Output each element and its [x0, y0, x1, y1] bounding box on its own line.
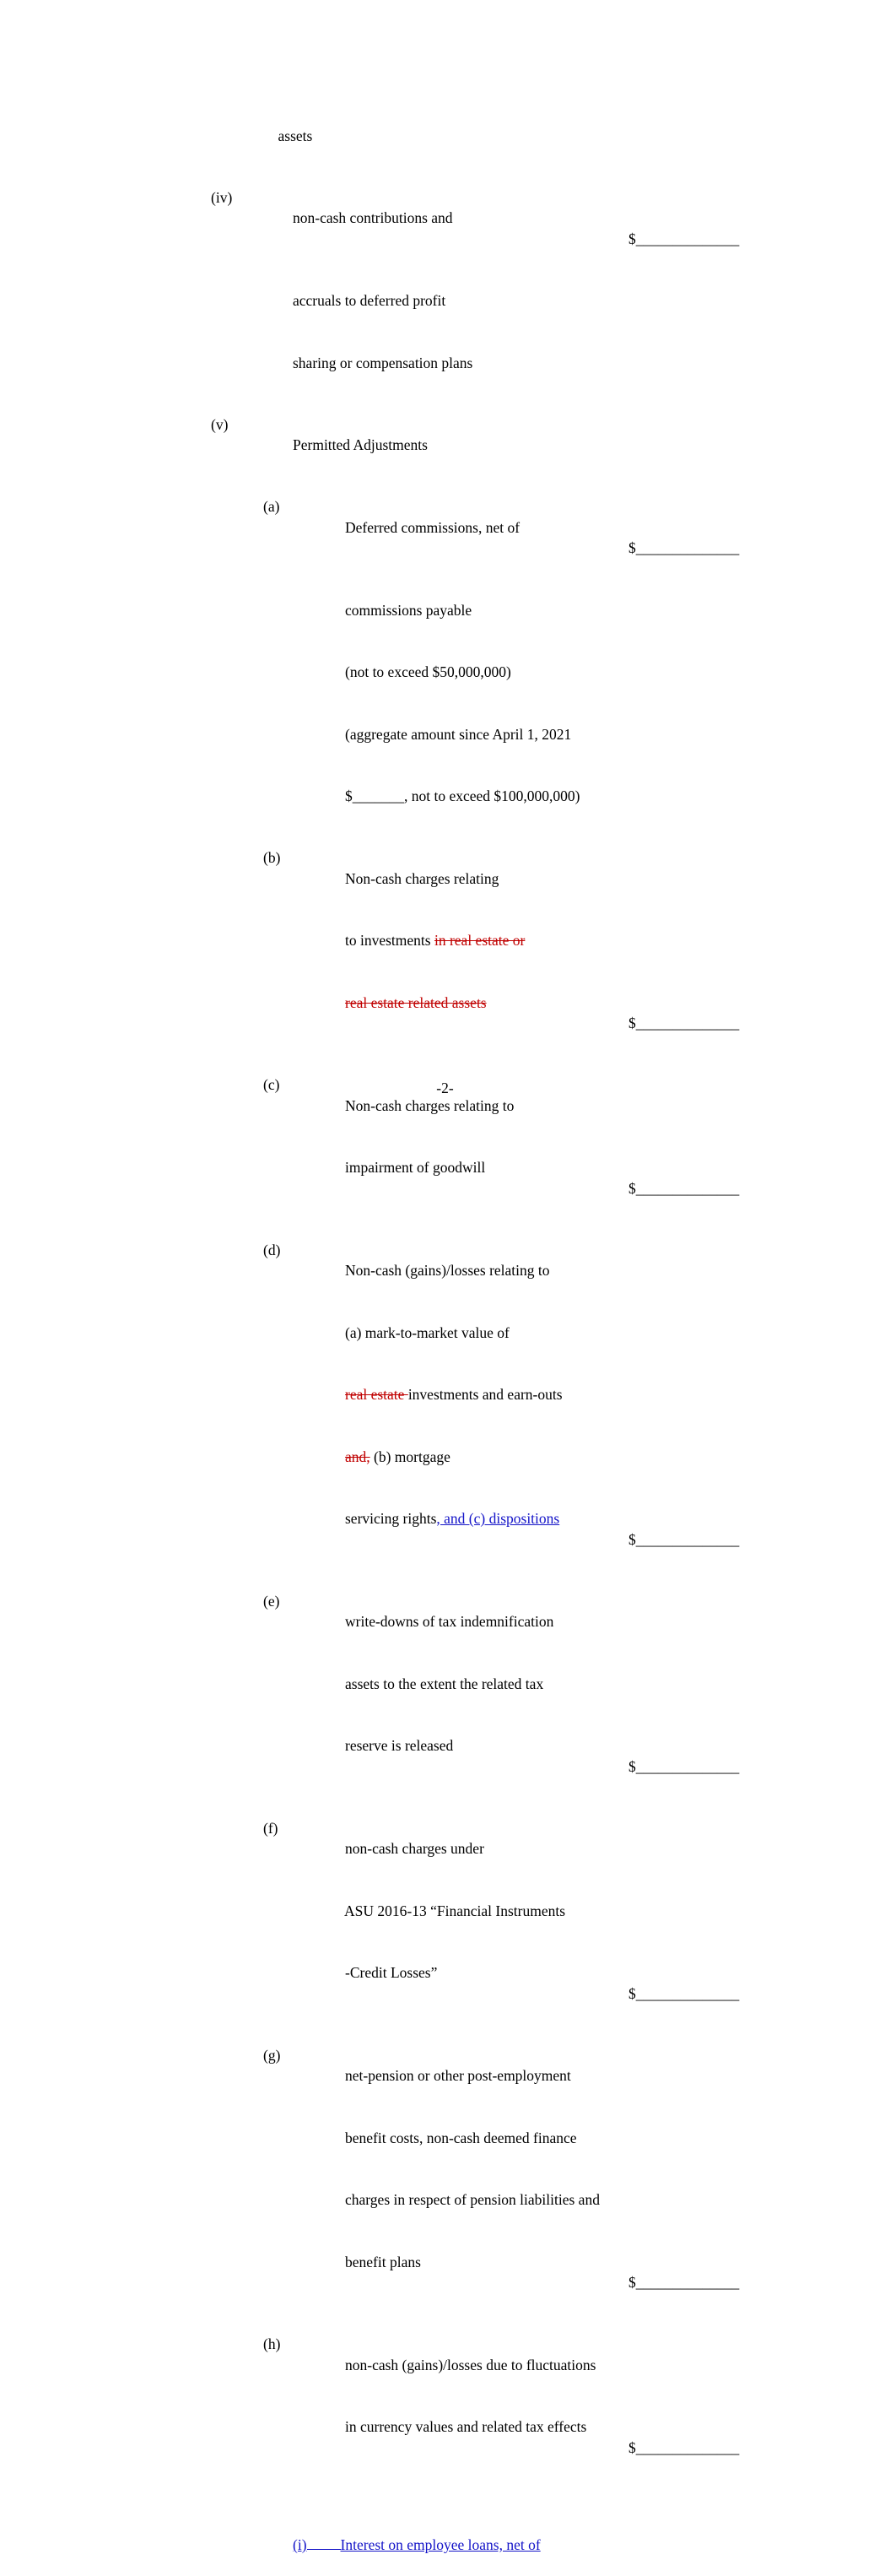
- sub-item-e: [263, 1591, 890, 1798]
- line-text: impairment of goodwill: [345, 1159, 485, 1176]
- line-text: (a) mark-to-market value of: [345, 1324, 510, 1341]
- line-text: -Credit Losses”: [345, 1964, 437, 1981]
- amount-blank: $______________: [628, 1529, 739, 1550]
- line-text: reserve is released: [345, 1737, 453, 1754]
- document-page: [0, 0, 890, 1152]
- sub-item-b: [263, 847, 890, 1054]
- text-line: [316, 1488, 890, 1571]
- text-line: [316, 1591, 890, 1653]
- sub-item-g-label: (g): [263, 2045, 316, 2314]
- line-text: (aggregate amount since April 1, 2021: [345, 726, 571, 743]
- sub-item-e-label: (e): [263, 1591, 316, 1798]
- item-iv-label: (iv): [211, 187, 263, 394]
- sub-item-c-label: (c): [263, 1074, 316, 1220]
- amount-blank: $______________: [628, 1013, 739, 1034]
- amount-blank: $______________: [628, 2438, 739, 2459]
- inserted-text: (i): [293, 2536, 307, 2553]
- continuation-text: assets: [278, 127, 313, 144]
- item-v-label: (v): [211, 414, 263, 477]
- text-line: [316, 1653, 890, 1715]
- deleted-text: in real estate or: [434, 932, 525, 949]
- line-text: Non-cash (gains)/losses relating to: [345, 1262, 550, 1279]
- sub-item-d-label: (d): [263, 1240, 316, 1571]
- line-text: benefit plans: [345, 2254, 421, 2270]
- line-text: assets to the extent the related tax: [345, 1675, 543, 1692]
- inserted-text: Interest on employee loans, net of: [341, 2536, 541, 2553]
- text-line: [316, 2334, 890, 2396]
- text-line: [316, 1426, 890, 1488]
- line-text: benefit costs, non-cash deemed finance: [345, 2130, 577, 2146]
- text-line: [316, 847, 890, 910]
- sub-item-h-label: (h): [263, 2334, 316, 2479]
- sub-item-f: [263, 1818, 890, 2025]
- line-text: non-cash (gains)/losses due to fluctuations: [345, 2357, 596, 2373]
- text-line: [316, 2045, 890, 2108]
- text-line: [316, 2396, 890, 2479]
- deleted-text: real estate: [345, 1386, 408, 1403]
- sub-item-d: [263, 1240, 890, 1571]
- sub-item-i-body: [263, 2514, 890, 2576]
- text-line: [316, 971, 890, 1054]
- text-line: [263, 2514, 890, 2576]
- text-line: [316, 1880, 890, 1942]
- text-line: [316, 1364, 890, 1426]
- amount-blank: $______________: [628, 1178, 739, 1199]
- text-line: [316, 703, 890, 766]
- text-line: [263, 270, 890, 333]
- text-line: [263, 332, 890, 394]
- line-text: $_______, not to exceed $100,000,000): [345, 787, 580, 804]
- line-text: charges in respect of pension liabilities and: [345, 2191, 600, 2208]
- sub-item-h-body: [316, 2334, 890, 2479]
- text-line: [316, 2169, 890, 2232]
- deleted-text: real estate related assets: [345, 994, 487, 1011]
- text-line: [316, 1137, 890, 1220]
- line-text: accruals to deferred profit: [293, 292, 445, 309]
- text-line: [263, 187, 890, 270]
- item-v-body: [263, 414, 890, 477]
- text-line: [316, 641, 890, 704]
- sub-item-b-body: [316, 847, 890, 1054]
- text-line: [316, 1818, 890, 1881]
- line-text: (not to exceed $50,000,000): [345, 663, 511, 680]
- sub-item-d-body: [316, 1240, 890, 1571]
- text-line: [316, 1240, 890, 1302]
- text-line: [316, 496, 890, 579]
- sub-item-h: [263, 2334, 890, 2479]
- sub-item-a-body: [316, 496, 890, 827]
- line-text: investments and earn-outs: [408, 1386, 563, 1403]
- line-text: servicing rights: [345, 1510, 436, 1527]
- section-title: [263, 414, 890, 477]
- item-v: [211, 414, 890, 477]
- sub-item-g-body: [316, 2045, 890, 2314]
- page-number: -2-: [0, 1078, 890, 1099]
- text-line: [316, 2107, 890, 2169]
- text-line: [316, 1942, 890, 2025]
- text-line: [316, 910, 890, 972]
- line-text: Deferred commissions, net of: [345, 519, 520, 536]
- line-text: Non-cash charges relating: [345, 870, 499, 887]
- sub-item-a-label: (a): [263, 496, 316, 827]
- text-line: [316, 2231, 890, 2314]
- amount-blank: $______________: [628, 2272, 739, 2293]
- sub-item-i: [263, 2514, 890, 2576]
- continuation-line: [263, 105, 890, 167]
- line-text: non-cash contributions and: [293, 209, 453, 226]
- amount-blank: $______________: [628, 538, 739, 559]
- line-text: net-pension or other post-employment: [345, 2067, 571, 2084]
- sub-item-f-label: (f): [263, 1818, 316, 2025]
- sub-item-f-body: [316, 1818, 890, 2025]
- sub-item-e-body: [316, 1591, 890, 1798]
- amount-blank: $______________: [628, 1756, 739, 1778]
- text-line: [316, 579, 890, 641]
- line-text: commissions payable: [345, 602, 472, 619]
- inserted-text: , and (c) dispositions: [436, 1510, 559, 1527]
- line-text: (b) mortgage: [370, 1448, 450, 1465]
- sub-item-g: [263, 2045, 890, 2314]
- line-text: ASU 2016-13 “Financial Instruments: [344, 1902, 565, 1919]
- text-line: [316, 1715, 890, 1798]
- amount-blank: $______________: [628, 229, 739, 250]
- line-text: in currency values and related tax effects: [345, 2418, 586, 2435]
- text-line: [316, 766, 890, 828]
- text-line: [316, 1302, 890, 1364]
- item-iv-body: [263, 187, 890, 394]
- line-text: sharing or compensation plans: [293, 354, 472, 371]
- deleted-text: and,: [345, 1448, 370, 1465]
- section-title-text: Permitted Adjustments: [293, 436, 428, 453]
- sub-item-a: [263, 496, 890, 827]
- sub-item-b-label: (b): [263, 847, 316, 1054]
- line-text: to investments: [345, 932, 434, 949]
- amount-blank: $______________: [628, 1983, 739, 2005]
- line-text: non-cash charges under: [345, 1840, 484, 1857]
- line-text: Non-cash charges relating to: [345, 1097, 514, 1114]
- line-text: write-downs of tax indemnification: [345, 1613, 553, 1630]
- item-iv: [211, 187, 890, 394]
- inserted-tab-underline: [307, 2535, 341, 2551]
